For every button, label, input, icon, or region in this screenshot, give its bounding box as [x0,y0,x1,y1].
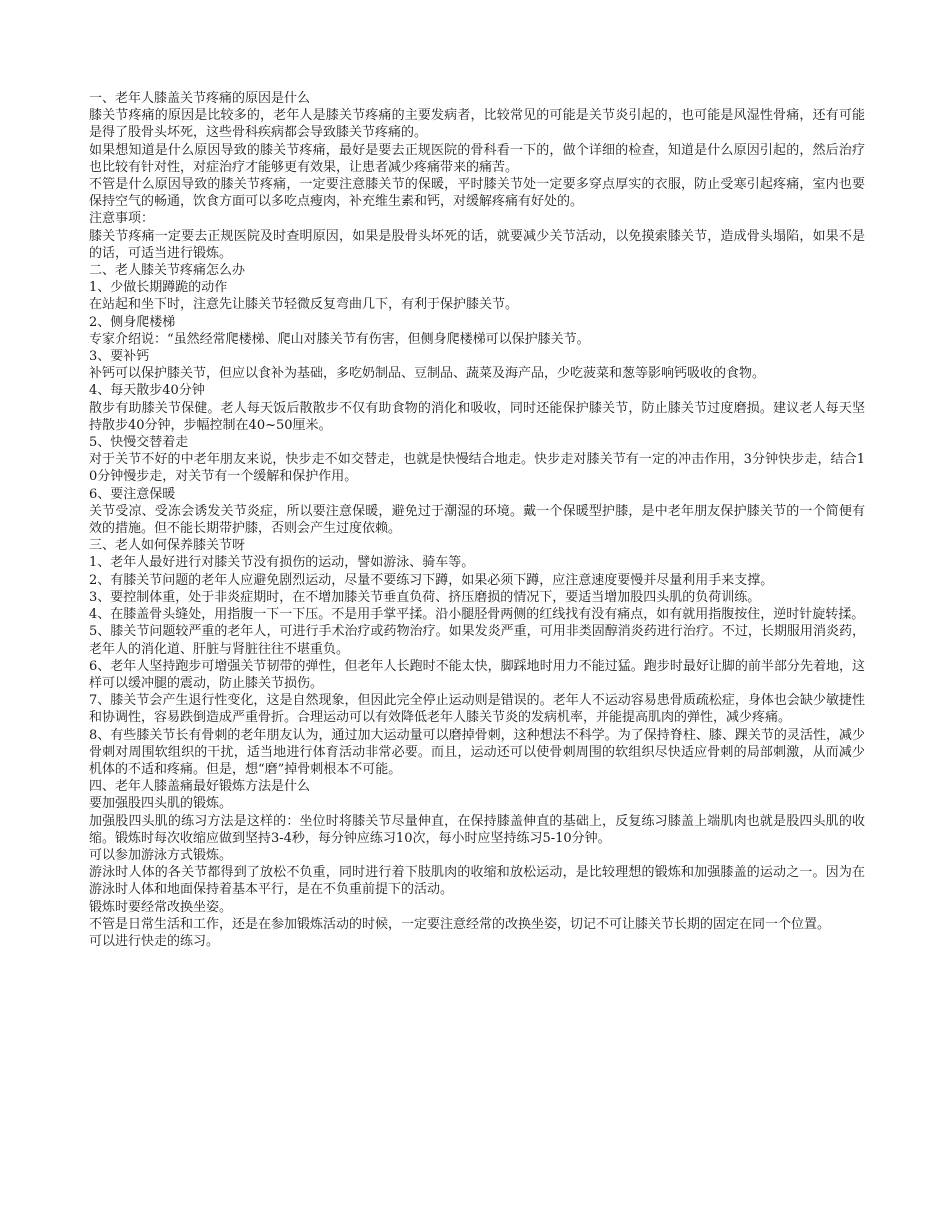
paragraph: 锻炼时要经常改换坐姿。 [89,899,233,915]
paragraph: 关节受凉、受冻会诱发关节炎症，所以要注意保暖，避免过于潮湿的环境。戴一个保暖型护膝，是中老年朋友保护膝关节的一个简便有效的措施。但不能长期带护膝，否则会产生过度依赖。 [89,503,865,537]
paragraph: 不管是什么原因导致的膝关节疼痛，一定要注意膝关节的保暖，平时膝关节处一定要多穿点厚实的衣服，防止受寒引起疼痛，室内也要保持空气的畅通，饮食方面可以多吃点瘦肉，补充维生素和钙，对缓解疼痛有好处的。 [89,177,865,210]
document-body [89,90,865,950]
paragraph: 要加强股四头肌的锻炼。 [89,796,233,812]
notes-label: 注意事项： [89,211,155,227]
item-heading: 2、侧身爬楼梯 [89,314,176,330]
paragraph: 游泳时人体的各关节都得到了放松不负重，同时进行着下肢肌肉的收缩和放松运动，是比较理想的锻炼和加强膝盖的运动之一。因为在游泳时人体和地面保持着基本平行，是在不负重前提下的活动。 [89,865,865,898]
list-item: 4、在膝盖骨头缝处，用指腹一下一下压。不是用手掌平揉。沿小腿胫骨两侧的红线找有没有痛点，如有就用指腹按住，逆时针旋转揉。 [89,607,865,623]
paragraph: 如果想知道是什么原因导致的膝关节疼痛，最好是要去正规医院的骨科看一下的，做个详细的检查，知道是什么原因引起的，然后治疗也比较有针对性，对症治疗才能够更有效果，让患者减少疼痛带来的痛苦。 [89,142,865,175]
list-item: 2、有膝关节问题的老年人应避免剧烈运动，尽量不要练习下蹲，如果必须下蹲，应注意速度要慢并尽量利用手来支撑。 [89,572,774,588]
paragraph: 对于关节不好的中老年朋友来说，快步走不如交替走，也就是快慢结合地走。快步走对膝关节有一定的冲击作用，3分钟快步走，结合10分钟慢步走，对关节有一个缓解和保护作用。 [89,452,865,485]
item-heading: 6、要注意保暖 [89,486,176,502]
list-item: 8、有些膝关节长有骨刺的老年朋友认为，通过加大运动量可以磨掉骨刺，这种想法不科学。为了保持脊柱、膝、踝关节的灵活性，减少骨刺对周围软组织的干扰，适当地进行体育活动非常必要。而且，运动还可以使骨刺周围的软组织尽快适应骨刺的局部刺激，从而减少机体的不适和疼痛。但是，想“磨”掉骨刺根本不可能。 [89,727,865,777]
list-item: 7、膝关节会产生退行性变化，这是自然现象，但因此完全停止运动则是错误的。老年人不运动容易患骨质疏松症，身体也会缺少敏捷性和协调性，容易跌倒造成严重骨折。合理运动可以有效降低老年人膝关节炎的发病机率，并能提高肌肉的弹性，减少疼痛。 [89,693,865,726]
paragraph: 在站起和坐下时，注意先让膝关节轻微反复弯曲几下，有利于保护膝关节。 [89,297,519,313]
paragraph: 不管是日常生活和工作，还是在参加锻炼活动的时候，一定要注意经常的改换坐姿，切记不可让膝关节长期的固定在同一个位置。 [89,916,831,932]
item-heading: 3、要补钙 [89,349,150,365]
item-heading: 1、少做长期蹲跪的动作 [89,280,228,296]
paragraph: 膝关节疼痛的原因是比较多的，老年人是膝关节疼痛的主要发病者，比较常见的可能是关节炎引起的，也可能是风湿性骨痛，还有可能是得了股骨头坏死，这些骨科疾病都会导致膝关节疼痛的。 [89,108,865,141]
section-heading-exercise: 四、老年人膝盖痛最好锻炼方法是什么 [89,779,311,795]
paragraph: 膝关节疼痛一定要去正规医院及时查明原因，如果是股骨头坏死的话，就要减少关节活动，以免摸索膝关节，造成骨头塌陷，如果不是的话，可适当进行锻炼。 [89,228,865,261]
section-heading-causes: 一、老年人膝盖关节疼痛的原因是什么 [89,91,311,106]
paragraph: 散步有助膝关节保健。老人每天饭后散散步不仅有助食物的消化和吸收，同时还能保护膝关节，防止膝关节过度磨损。建议老人每天坚持散步40分钟，步幅控制在40~50厘米。 [89,400,865,433]
list-item: 1、老年人最好进行对膝关节没有损伤的运动，譬如游泳、骑车等。 [89,555,475,571]
item-heading: 5、快慢交替着走 [89,435,189,451]
section-heading-what-to-do: 二、老人膝关节疼痛怎么办 [89,263,246,279]
paragraph: 加强股四头肌的练习方法是这样的：坐位时将膝关节尽量伸直，在保持膝盖伸直的基础上，反复练习膝盖上端肌肉也就是股四头肌的收缩。锻炼时每次收缩应做到坚持3-4秒，每分钟应练习10次，每小时应坚持练习5-10分钟。 [89,813,865,846]
list-item: 5、膝关节问题较严重的老年人，可进行手术治疗或药物治疗。如果发炎严重，可用非类固醇消炎药进行治疗。不过，长期服用消炎药，老年人的消化道、肝脏与肾脏往往不堪重负。 [89,624,865,657]
paragraph: 可以参加游泳方式锻炼。 [89,847,233,863]
list-item: 6、老年人坚持跑步可增强关节韧带的弹性，但老年人长跑时不能太快，脚踩地时用力不能过猛。跑步时最好让脚的前半部分先着地，这样可以缓冲腿的震动，防止膝关节损伤。 [89,658,865,691]
paragraph: 可以进行快走的练习。 [89,933,220,949]
list-item: 3、要控制体重，处于非炎症期时，在不增加膝关节垂直负荷、挤压磨损的情况下，要适当增加股四头肌的负荷训练。 [89,589,761,605]
item-heading: 4、每天散步40分钟 [89,383,205,399]
paragraph: 专家介绍说：“虽然经常爬楼梯、爬山对膝关节有伤害，但侧身爬楼梯可以保护膝关节。 [89,331,590,347]
section-heading-care: 三、老人如何保养膝关节呀 [89,538,246,554]
paragraph: 补钙可以保护膝关节，但应以食补为基础，多吃奶制品、豆制品、蔬菜及海产品，少吃菠菜和葱等影响钙吸收的食物。 [89,366,766,382]
